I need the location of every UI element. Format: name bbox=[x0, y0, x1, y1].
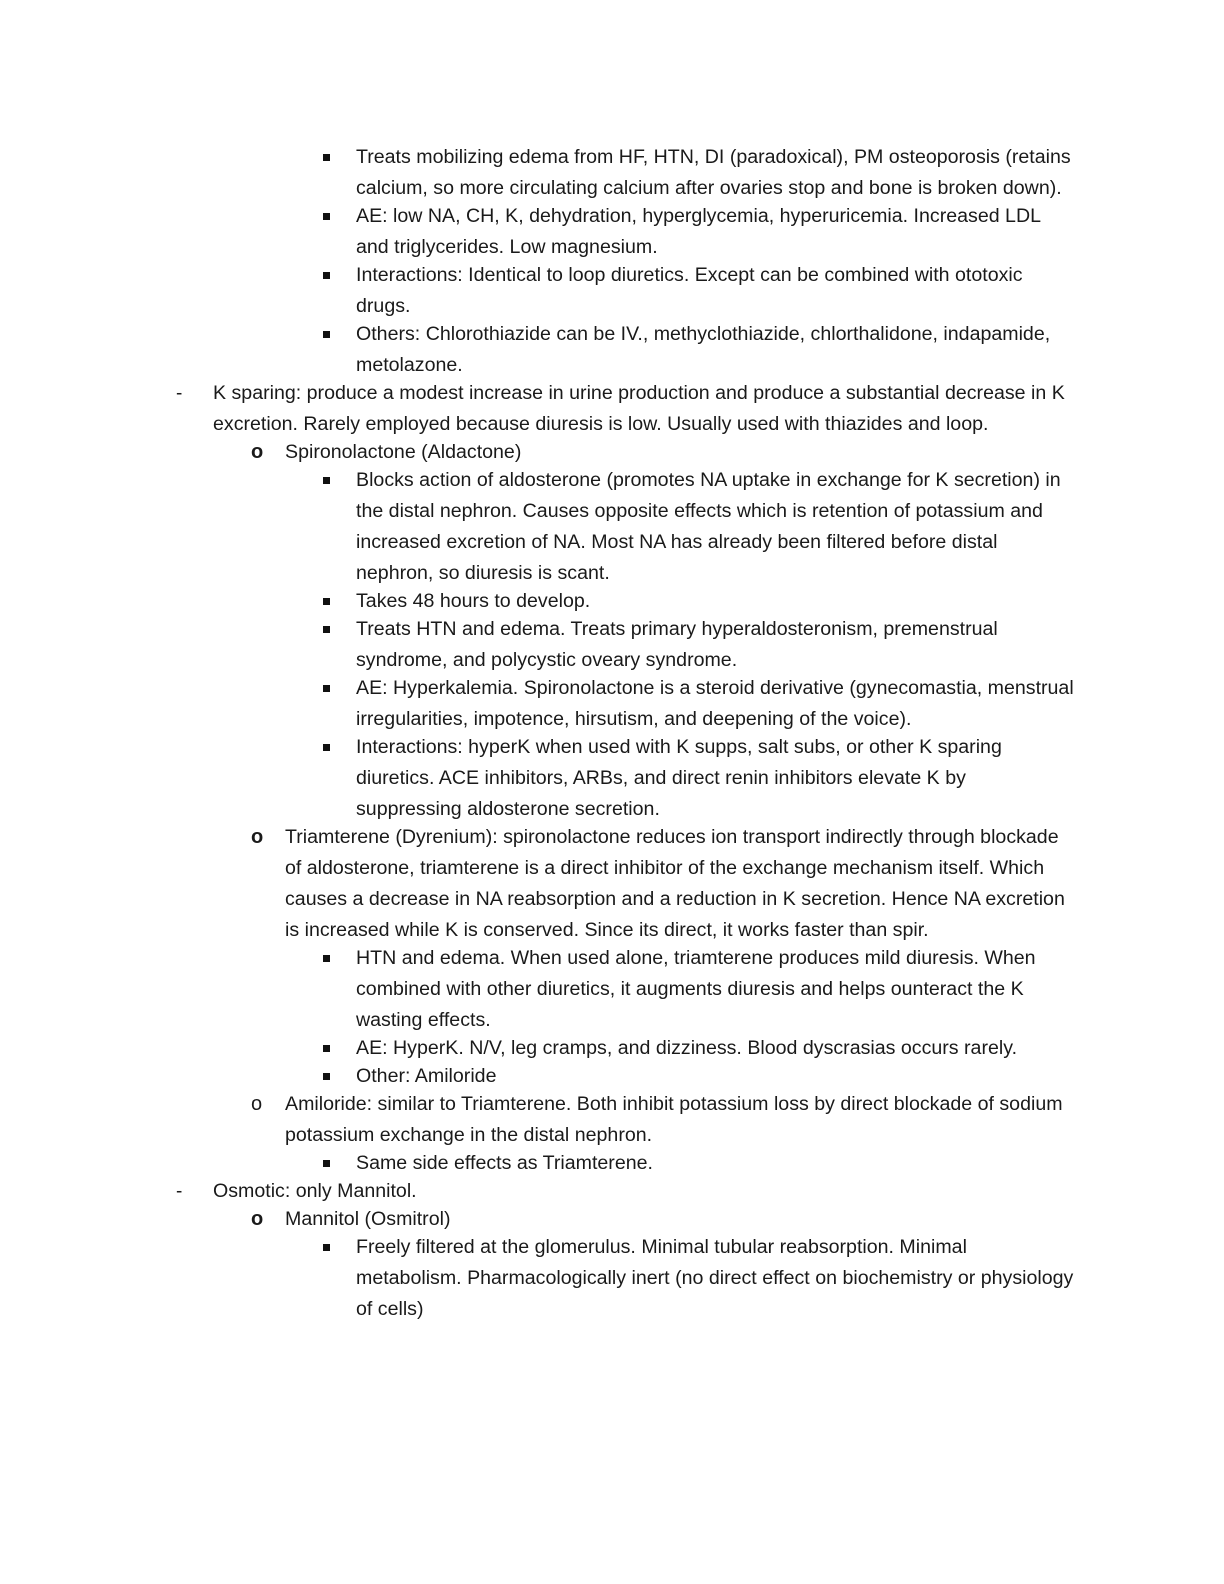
list-item bbox=[0, 260, 1224, 322]
square-bullet-icon bbox=[323, 1160, 330, 1167]
list-item-text: Triamterene (Dyrenium): spironolactone reduces ion transport indirectly through blockade of aldosterone, triamterene is a direct inhibitor of the exchange mechanism itself. Which causes a decrease in NA reabsorption and a reduction in K secretion. Hence NA excretion is increased while K is conserved. Since its direct, it works faster than spir. bbox=[285, 826, 1065, 941]
list-item-text: K sparing: produce a modest increase in urine production and produce a substantial decrease in K excretion. Rarely employed because diuresis is low. Usually used with thiazides and loop. bbox=[213, 382, 1065, 435]
list-item bbox=[0, 822, 1224, 946]
square-bullet-icon bbox=[323, 598, 330, 605]
list-item bbox=[0, 586, 1224, 617]
square-bullet-icon bbox=[323, 154, 330, 161]
list-item bbox=[0, 437, 1224, 468]
circle-bullet-icon: o bbox=[251, 826, 264, 848]
square-bullet-icon bbox=[323, 744, 330, 751]
square-bullet-icon bbox=[323, 685, 330, 692]
list-item-text: AE: HyperK. N/V, leg cramps, and dizziness. Blood dyscrasias occurs rarely. bbox=[356, 1037, 1018, 1059]
list-item bbox=[0, 673, 1224, 735]
list-item-text: Others: Chlorothiazide can be IV., methyclothiazide, chlorthalidone, indapamide, metolazone. bbox=[356, 323, 1051, 376]
list-item bbox=[0, 1176, 1224, 1207]
list-item-text: Treats HTN and edema. Treats primary hyperaldosteronism, premenstrual syndrome, and polycystic oveary syndrome. bbox=[356, 618, 998, 671]
document-body bbox=[0, 142, 1224, 1325]
list-item bbox=[0, 1061, 1224, 1092]
list-item bbox=[0, 1148, 1224, 1179]
list-item bbox=[0, 142, 1224, 204]
square-bullet-icon bbox=[323, 626, 330, 633]
list-item bbox=[0, 378, 1224, 440]
square-bullet-icon bbox=[323, 955, 330, 962]
square-bullet-icon bbox=[323, 1073, 330, 1080]
list-item-text: Spironolactone (Aldactone) bbox=[285, 441, 522, 463]
circle-bullet-icon: o bbox=[251, 441, 264, 463]
list-item bbox=[0, 1232, 1224, 1325]
list-item bbox=[0, 465, 1224, 589]
list-item-text: Interactions: hyperK when used with K supps, salt subs, or other K sparing diuretics. ACE inhibitors, ARBs, and direct renin inhibitors elevate K by suppressing aldosterone secretion. bbox=[356, 736, 1002, 820]
list-item-text: Freely filtered at the glomerulus. Minimal tubular reabsorption. Minimal metabolism. Pharmacologically inert (no direct effect on biochemistry or physiology of cells) bbox=[356, 1236, 1074, 1320]
list-item bbox=[0, 943, 1224, 1036]
list-item-text: Amiloride: similar to Triamterene. Both inhibit potassium loss by direct blockade of sodium potassium exchange in the distal nephron. bbox=[285, 1093, 1063, 1146]
list-item-text: Other: Amiloride bbox=[356, 1065, 497, 1087]
list-item-text: Osmotic: only Mannitol. bbox=[213, 1180, 417, 1202]
list-item bbox=[0, 1033, 1224, 1064]
list-item-text: Mannitol (Osmitrol) bbox=[285, 1208, 451, 1230]
list-item-text: Takes 48 hours to develop. bbox=[356, 590, 591, 612]
list-item-text: Treats mobilizing edema from HF, HTN, DI (paradoxical), PM osteoporosis (retains calcium, so more circulating calcium after ovaries stop and bone is broken down). bbox=[356, 146, 1071, 199]
list-item bbox=[0, 1204, 1224, 1235]
dash-bullet-icon: - bbox=[176, 1181, 183, 1202]
square-bullet-icon bbox=[323, 1045, 330, 1052]
square-bullet-icon bbox=[323, 213, 330, 220]
list-item-text: Blocks action of aldosterone (promotes NA uptake in exchange for K secretion) in the distal nephron. Causes opposite effects which is retention of potassium and increased excretion of NA. Most NA has already been filtered before distal nephron, so diuresis is scant. bbox=[356, 469, 1061, 584]
circle-bullet-icon: o bbox=[251, 1208, 264, 1230]
list-item-text: HTN and edema. When used alone, triamterene produces mild diuresis. When combined with other diuretics, it augments diuresis and helps ounteract the K wasting effects. bbox=[356, 947, 1036, 1031]
square-bullet-icon bbox=[323, 272, 330, 279]
dash-bullet-icon: - bbox=[176, 383, 183, 404]
list-item-text: AE: Hyperkalemia. Spironolactone is a steroid derivative (gynecomastia, menstrual irregularities, impotence, hirsutism, and deepening of the voice). bbox=[356, 677, 1074, 730]
list-item bbox=[0, 319, 1224, 381]
list-item-text: Same side effects as Triamterene. bbox=[356, 1152, 653, 1174]
square-bullet-icon bbox=[323, 477, 330, 484]
list-item bbox=[0, 732, 1224, 825]
square-bullet-icon bbox=[323, 1244, 330, 1251]
list-item bbox=[0, 201, 1224, 263]
list-item bbox=[0, 1089, 1224, 1151]
list-item bbox=[0, 614, 1224, 676]
list-item-text: Interactions: Identical to loop diuretics. Except can be combined with ototoxic drugs. bbox=[356, 264, 1023, 317]
list-item-text: AE: low NA, CH, K, dehydration, hyperglycemia, hyperuricemia. Increased LDL and triglycerides. Low magnesium. bbox=[356, 205, 1041, 258]
square-bullet-icon bbox=[323, 331, 330, 338]
circle-bullet-icon: o bbox=[251, 1093, 263, 1115]
